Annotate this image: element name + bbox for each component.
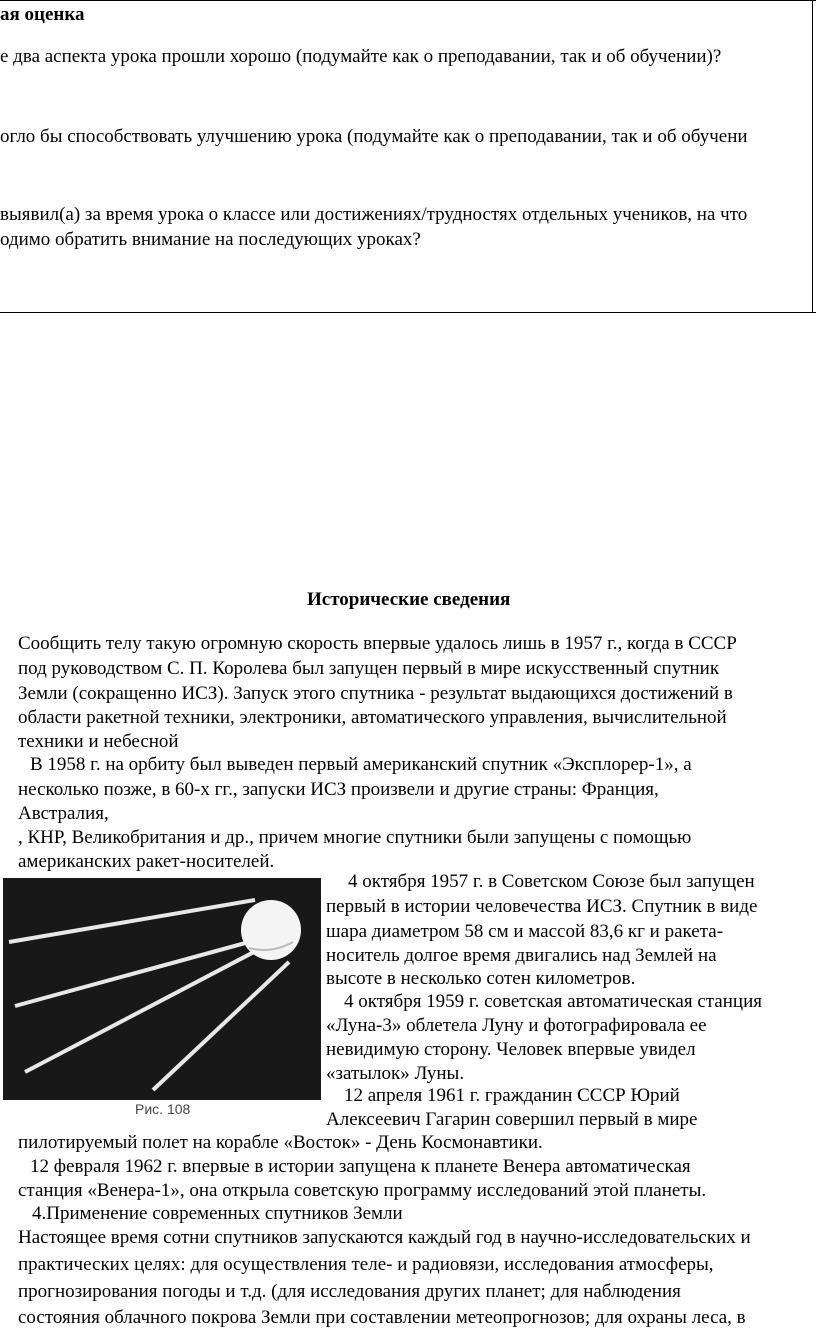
text-line: высоте в несколько сотен километров.: [326, 968, 636, 989]
text-line: области ракетной техники, электроники, автоматического управления, вычислительной: [18, 707, 727, 728]
text-line: В 1958 г. на орбиту был выведен первый американский спутник «Эксплорер-1», а: [30, 754, 692, 775]
table-right-border: [812, 0, 813, 312]
text-line: 12 февраля 1962 г. впервые в истории запущена к планете Венера автоматическая: [30, 1156, 691, 1177]
text-line: 4 октября 1959 г. советская автоматическая станция: [344, 991, 762, 1012]
text-line: невидимую сторону. Человек впервые увидел: [326, 1039, 696, 1060]
text-line: «затылок» Луны.: [326, 1063, 465, 1084]
text-line: 12 апреля 1961 г. гражданин СССР Юрий: [344, 1085, 680, 1106]
text-line: практических целях: для осуществления теле- и радиовязи, исследования атмосферы,: [18, 1254, 714, 1275]
text-line: Австралия,: [18, 803, 109, 824]
text-line: техники и небесной: [18, 731, 179, 752]
reflection-question-3b: одимо обратить внимание на последующих уроках?: [0, 229, 421, 250]
table-top-border: [0, 0, 816, 1]
section-title: Исторические сведения: [307, 589, 511, 610]
text-line: Сообщить телу такую огромную скорость впервые удалось лишь в 1957 г., когда в СССР: [18, 633, 737, 654]
table-bottom-border: [0, 312, 816, 313]
text-line: 4.Применение современных спутников Земли: [32, 1203, 403, 1224]
text-line: под руководством С. П. Королева был запущен первый в мире искусственный спутник: [18, 658, 720, 679]
text-line: Земли (сокращенно ИСЗ). Запуск этого спутника - результат выдающихся достижений в: [18, 683, 733, 704]
text-line: Алексеевич Гагарин совершил первый в мире: [326, 1109, 698, 1130]
text-line: пилотируемый полет на корабле «Восток» - День Космонавтики.: [18, 1132, 543, 1153]
text-line: американских ракет-носителей.: [18, 851, 275, 872]
text-line: 4 октября 1957 г. в Советском Союзе был запущен: [348, 871, 755, 892]
text-line: шара диаметром 58 см и массой 83,6 кг и ракета-: [326, 921, 724, 942]
figure-caption: Рис. 108: [135, 1101, 191, 1114]
text-line: состояния облачного покрова Земли при составлении метеопрогнозов; для охраны леса, в: [18, 1307, 746, 1328]
text-line: прогнозирования погоды и т.д. (для исследования других планет; для наблюдения: [18, 1281, 681, 1302]
text-line: первый в истории человечества ИСЗ. Спутник в виде: [326, 896, 758, 917]
reflection-heading: ая оценка: [0, 4, 85, 25]
text-line: несколько позже, в 60-х гг., запуски ИСЗ произвели и другие страны: Франция,: [18, 779, 659, 800]
text-line: Настоящее время сотни спутников запускаются каждый год в научно-исследовательских и: [18, 1227, 751, 1248]
text-line: станция «Венера-1», она открыла советскую программу исследований этой планеты.: [18, 1180, 707, 1201]
reflection-question-3a: выявил(а) за время урока о классе или достижениях/трудностях отдельных учеников, на что: [0, 204, 748, 225]
text-line: «Луна-3» облетела Луну и фотографировала ее: [326, 1015, 707, 1036]
reflection-question-1: е два аспекта урока прошли хорошо (подумайте как о преподавании, так и об обучении)?: [0, 46, 722, 67]
text-line: , КНР, Великобритания и др., причем многие спутники были запущены с помощью: [18, 827, 692, 848]
text-line: носитель долгое время двигались над Землей на: [326, 945, 717, 966]
sputnik-figure: [3, 878, 321, 1114]
reflection-question-2: огло бы способствовать улучшению урока (подумайте как о преподавании, так и об обучени: [0, 126, 748, 147]
